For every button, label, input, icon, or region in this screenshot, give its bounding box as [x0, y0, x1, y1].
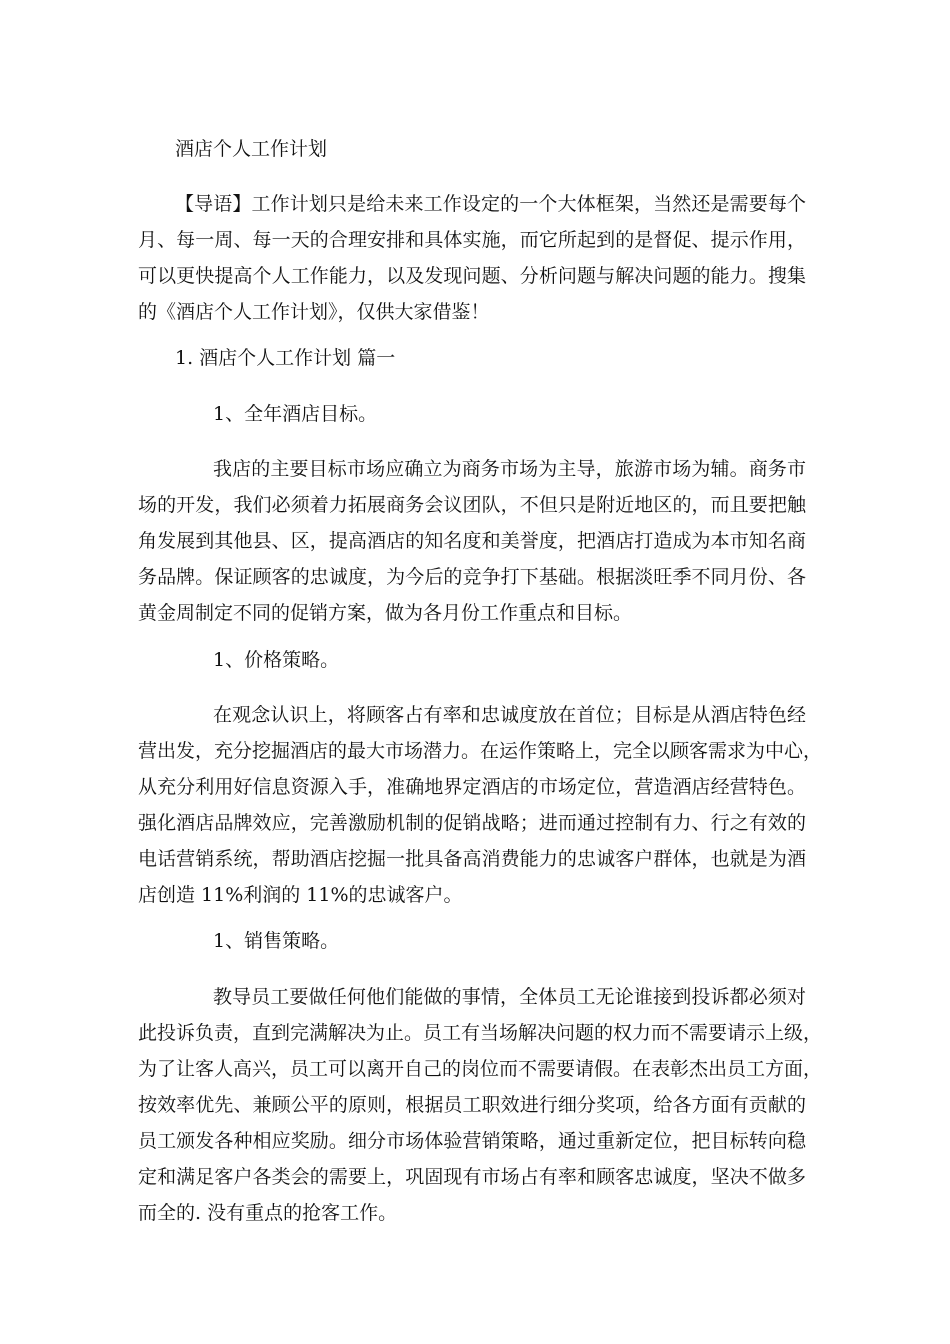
para1-line-5: 黄金周制定不同的促销方案，做为各月份工作重点和目标。: [138, 602, 633, 624]
para2-line-6: 店创造 11%利润的 11%的忠诚客户。: [138, 884, 463, 906]
para3-line-1: 教导员工要做任何他们能做的事情，全体员工无论谁接到投诉都必须对: [213, 986, 806, 1008]
subheading-sales: 1、销售策略。: [213, 930, 340, 952]
para1-line-3: 角发展到其他县、区，提高酒店的知名度和美誉度，把酒店打造成为本市知名商: [138, 530, 806, 552]
para1-line-2: 场的开发，我们必须着力拓展商务会议团队，不但只是附近地区的，而且要把触: [138, 494, 806, 516]
para1-line-4: 务品牌。保证顾客的忠诚度，为今后的竞争打下基础。根据淡旺季不同月份、各: [138, 566, 806, 588]
subheading-annual-goal: 1、全年酒店目标。: [213, 403, 378, 425]
para3-line-3: 为了让客人高兴，员工可以离开自己的岗位而不需要请假。在表彰杰出员工方面，: [138, 1058, 823, 1080]
para2-line-1: 在观念认识上，将顾客占有率和忠诚度放在首位；目标是从酒店特色经: [213, 704, 806, 726]
intro-line-3: 可以更快提高个人工作能力，以及发现问题、分析问题与解决问题的能力。搜集: [138, 265, 806, 287]
intro-line-4: 的《酒店个人工作计划》，仅供大家借鉴！: [138, 301, 490, 323]
para2-line-3: 从充分利用好信息资源入手，准确地界定酒店的市场定位，营造酒店经营特色。: [138, 776, 806, 798]
para2-line-4: 强化酒店品牌效应，完善激励机制的促销战略；进而通过控制有力、行之有效的: [138, 812, 806, 834]
subheading-pricing: 1、价格策略。: [213, 649, 340, 671]
para3-line-7: 而全的. 没有重点的抢客工作。: [138, 1202, 398, 1224]
para3-line-5: 员工颁发各种相应奖励。细分市场体验营销策略，通过重新定位，把目标转向稳: [138, 1130, 806, 1152]
intro-line-1: 【导语】工作计划只是给未来工作设定的一个大体框架，当然还是需要每个: [175, 193, 806, 215]
para1-line-1: 我店的主要目标市场应确立为商务市场为主导，旅游市场为辅。商务市: [213, 458, 806, 480]
para3-line-2: 此投诉负责，直到完满解决为止。员工有当场解决问题的权力而不需要请示上级，: [138, 1022, 823, 1044]
para2-line-5: 电话营销系统，帮助酒店挖掘一批具备高消费能力的忠诚客户群体，也就是为酒: [138, 848, 806, 870]
para3-line-4: 按效率优先、兼顾公平的原则，根据员工职效进行细分奖项，给各方面有贡献的: [138, 1094, 806, 1116]
para2-line-2: 营出发，充分挖掘酒店的最大市场潜力。在运作策略上，完全以顾客需求为中心，: [138, 740, 823, 762]
document-title: 酒店个人工作计划: [175, 138, 328, 160]
para3-line-6: 定和满足客户各类会的需要上，巩固现有市场占有率和顾客忠诚度，坚决不做多: [138, 1166, 806, 1188]
section-heading: 1. 酒店个人工作计划 篇一: [175, 347, 396, 369]
intro-line-2: 月、每一周、每一天的合理安排和具体实施，而它所起到的是督促、提示作用，: [138, 229, 806, 251]
